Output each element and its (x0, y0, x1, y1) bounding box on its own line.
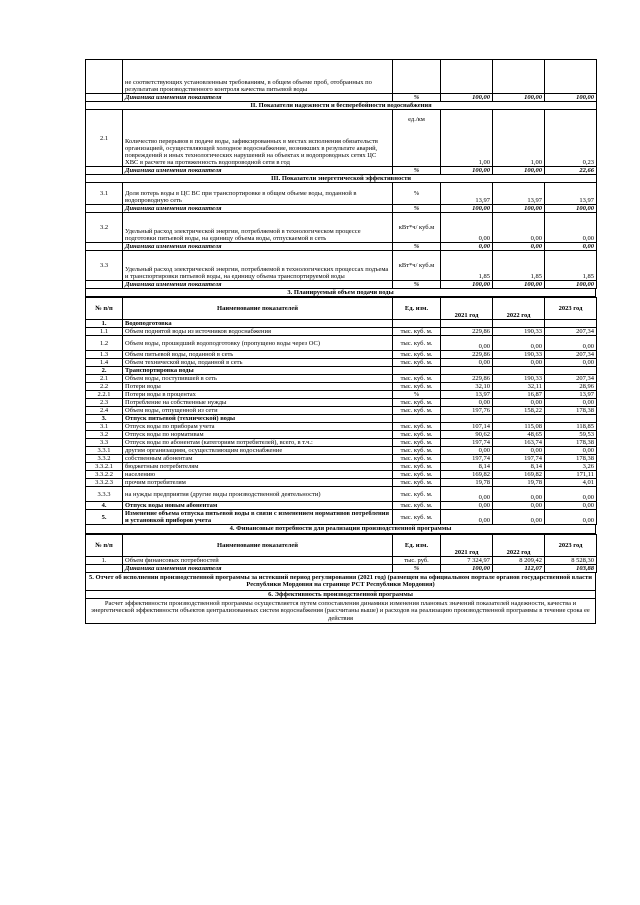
table-row: 1. Объем финансовых потребностей тыс. руб. 7 324,97 8 209,42 8 528,30 (86, 556, 597, 564)
cell-v1: 197,74 (441, 455, 493, 463)
cell-v2: 32,11 (493, 383, 545, 391)
dynamics-row: Динамика изменения показателя % 100,00 112,07 103,88 (86, 564, 597, 572)
cell-v2: 48,65 (493, 431, 545, 439)
cell-v2: 8,14 (493, 463, 545, 471)
cell-num: 1. (86, 320, 123, 328)
section-title: 3. Планируемый объем подачи воды (85, 289, 596, 297)
cell-v1: 8,14 (441, 463, 493, 471)
document-page (85, 59, 596, 624)
cell-v1: 0,00 (441, 399, 493, 407)
cell-name: Транспортировка воды (123, 367, 393, 375)
cell-v2: 115,08 (493, 423, 545, 431)
cell-name: Отпуск воды новым абонентам (123, 502, 393, 510)
cell-v1: 229,86 (441, 351, 493, 359)
cell-v3: 207,34 (545, 375, 597, 383)
table-row (86, 431, 597, 439)
cell-name: Объем технической воды, поданной в сеть (123, 359, 393, 367)
group-row (86, 320, 597, 328)
cell-v2: 190,33 (493, 351, 545, 359)
cell-name: Объем питьевой воды, поданной в сеть (123, 351, 393, 359)
cell-name: Объем поднятой воды из источников водоснабжения (123, 328, 393, 336)
cell-v3: 178,38 (545, 407, 597, 415)
cell-name: Изменение объема отпуска питьевой воды в связи с изменением нормативов потребления и установкой приборов учета (123, 510, 393, 525)
cell-v3: 59,53 (545, 431, 597, 439)
cell-unit: тыс. куб. м. (393, 423, 441, 431)
cell-v3 (545, 367, 597, 375)
cell-unit: тыс. куб. м. (393, 487, 441, 502)
cell-name: Потери воды в процентах (123, 391, 393, 399)
cell-num: 3.3.2 (86, 455, 123, 463)
cell-v3: 0,00 (545, 447, 597, 455)
table-row (86, 391, 597, 399)
cell-v1: 13,97 (441, 391, 493, 399)
cell-unit: тыс. куб. м. (393, 471, 441, 479)
group-row (86, 502, 597, 510)
cell-num: 2.2.1 (86, 391, 123, 399)
cell-v3: 0,00 (545, 487, 597, 502)
cell-v3: 28,96 (545, 383, 597, 391)
indicator-row: 3.2 Удельный расход электрической энергии, потребляемой в технологическом процессе подготовки питьевой воды, на единицу объема воды, отпускаемой в сеть кВт*ч/ куб.м 0,00 0,00 0,00 (86, 213, 597, 243)
cell-num: 1.4 (86, 359, 123, 367)
cell-v3: 13,97 (545, 391, 597, 399)
cell-v1: 0,00 (441, 447, 493, 455)
section-title: 4. Финансовые потребности для реализации производственной программы (85, 525, 596, 533)
cell-name: на нужды предприятия (другие виды производственной деятельности) (123, 487, 393, 502)
table-row (86, 407, 597, 415)
dynamics-row: Динамика изменения показателя % 100,00 100,00 22,66 (86, 167, 597, 175)
table-row (86, 383, 597, 391)
cell-v1: 197,76 (441, 407, 493, 415)
cell-num: 3.3.2.2 (86, 471, 123, 479)
cell-unit: тыс. куб. м. (393, 510, 441, 525)
cell-v1 (441, 367, 493, 375)
cell-unit: тыс. куб. м. (393, 455, 441, 463)
cell-v1: 90,62 (441, 431, 493, 439)
table-row (86, 375, 597, 383)
cell-v2: 16,87 (493, 391, 545, 399)
table-row (86, 336, 597, 351)
cell-unit (393, 415, 441, 423)
cell-num: 3.2 (86, 431, 123, 439)
cell-name: Водоподготовка (123, 320, 393, 328)
cell-unit: тыс. куб. м. (393, 375, 441, 383)
cell-unit: тыс. куб. м. (393, 431, 441, 439)
cell-unit: тыс. куб. м. (393, 359, 441, 367)
cell-v1: 107,14 (441, 423, 493, 431)
cell-name: Потребление на собственные нужды (123, 399, 393, 407)
cell-num: 1.2 (86, 336, 123, 351)
cell-num: 4. (86, 502, 123, 510)
section-heading: II. Показатели надежности и бесперебойности водоснабжения (86, 102, 597, 110)
cell-v3 (545, 415, 597, 423)
cell-v2: 0,00 (493, 399, 545, 407)
cell-unit: тыс. куб. м. (393, 351, 441, 359)
cell-name: собственным абонентам (123, 455, 393, 463)
cell-num: 3.3.2.3 (86, 479, 123, 487)
cell-v3: 207,34 (545, 351, 597, 359)
cell-v2: 158,22 (493, 407, 545, 415)
cell-v3: 171,11 (545, 471, 597, 479)
cell-v1: 229,86 (441, 328, 493, 336)
cell-name: Потери воды (123, 383, 393, 391)
cell-v3: 207,34 (545, 328, 597, 336)
cell-name: Объем воды, отпущенной из сети (123, 407, 393, 415)
cell-v3: 178,38 (545, 455, 597, 463)
cell-v3 (545, 320, 597, 328)
cell-num: 3.3.2.1 (86, 463, 123, 471)
cell-num: 1.3 (86, 351, 123, 359)
table-row (86, 471, 597, 479)
cell-num: 3.3 (86, 439, 123, 447)
cell-name: Отпуск питьевой (технической) воды (123, 415, 393, 423)
cell-v2: 0,00 (493, 447, 545, 455)
cell-v1: 229,86 (441, 375, 493, 383)
cell-v1: 169,82 (441, 471, 493, 479)
cell-unit: тыс. куб. м. (393, 502, 441, 510)
cell-v3: 0,00 (545, 336, 597, 351)
cell-v3: 4,01 (545, 479, 597, 487)
cell-v1: 0,00 (441, 336, 493, 351)
cell-v2: 0,00 (493, 336, 545, 351)
cell-name: Отпуск воды по приборам учета (123, 423, 393, 431)
cell-v1: 32,10 (441, 383, 493, 391)
cell-v2: 190,33 (493, 328, 545, 336)
cell-num: 1.1 (86, 328, 123, 336)
cell-v2: 0,00 (493, 502, 545, 510)
cell-v2 (493, 415, 545, 423)
cell-num: 3.3.3 (86, 487, 123, 502)
indicator-row: 2.1 Количество перерывов в подаче воды, зафиксированных в местах исполнения обязательств организацией, осуществляющей холодное водоснабжение, возникших в результате аварий, повреждений и иных технологических нарушений на объектах и водопроводных сетях ЦС ХВС в расчете на протяженность водопроводной сети в год ед./км 1,00 1,00 0,23 (86, 110, 597, 167)
cell-name: бюджетным потребителям (123, 463, 393, 471)
cell-v1 (441, 415, 493, 423)
indicator-row (86, 60, 597, 94)
cell-v2: 197,74 (493, 455, 545, 463)
cell-v3: 0,00 (545, 510, 597, 525)
group-row (86, 415, 597, 423)
report-title: 5. Отчет об исполнении производственной программы за истекший период регулирования (2021 год) (размещен на официальном портале органов государственной власти Республики Мордовия на странице РСТ Республики Мордовия) (85, 573, 596, 591)
cell-unit (393, 367, 441, 375)
table-row (86, 447, 597, 455)
cell-v2: 169,82 (493, 471, 545, 479)
cell-name: населению (123, 471, 393, 479)
indicator-row: 3.1 Доля потерь воды в ЦС ВС при транспортировке в общем объеме воды, поданной в водопроводную сеть % 13,97 13,97 13,97 (86, 183, 597, 205)
cell-v3: 118,85 (545, 423, 597, 431)
cell-num: 2.4 (86, 407, 123, 415)
cell-v2: 163,74 (493, 439, 545, 447)
cell-unit: тыс. куб. м. (393, 479, 441, 487)
cell-v2: 19,78 (493, 479, 545, 487)
cell-num: 2.3 (86, 399, 123, 407)
cell-unit: тыс. куб. м. (393, 328, 441, 336)
table-header-row: № п/п Наименование показателей Ед. изм. 2021 год 2022 год 2023 год (86, 298, 597, 320)
table-row (86, 439, 597, 447)
cell-v1: 0,00 (441, 502, 493, 510)
cell-v1 (441, 320, 493, 328)
cell-v1: 197,74 (441, 439, 493, 447)
cell-unit: тыс. куб. м. (393, 336, 441, 351)
cell-v1: 0,00 (441, 359, 493, 367)
cell-v2 (493, 367, 545, 375)
cell-unit: тыс. куб. м. (393, 399, 441, 407)
dynamics-row: Динамика изменения показателя % 0,00 0,00 0,00 (86, 243, 597, 251)
cell-num: 3.3.1 (86, 447, 123, 455)
cell-unit: тыс. куб. м. (393, 439, 441, 447)
cell-v3: 178,38 (545, 439, 597, 447)
cell-name: Отпуск воды по нормативам (123, 431, 393, 439)
cell-v3: 0,00 (545, 359, 597, 367)
cell-num: 2.2 (86, 383, 123, 391)
cell-v3: 0,00 (545, 502, 597, 510)
cell-v1: 0,00 (441, 487, 493, 502)
cell-name: Объем воды, прошедший водоподготовку (пропущено воды через ОС) (123, 336, 393, 351)
cell-unit: тыс. куб. м. (393, 463, 441, 471)
cell-num: 3. (86, 415, 123, 423)
cell-name: другим организациям, осуществляющим водоснабжение (123, 447, 393, 455)
table-row (86, 487, 597, 502)
table-row (86, 463, 597, 471)
table-header-row: № п/п Наименование показателей Ед. изм. 2021 год 2022 год 2023 год (86, 534, 597, 556)
cell-num: 3.1 (86, 423, 123, 431)
table-row (86, 351, 597, 359)
indicators-table (85, 59, 597, 289)
cell-num: 2. (86, 367, 123, 375)
efficiency-text: Расчет эффективности производственной программы осуществляется путем сопоставления динамики изменения плановых значений показателей надежности, качества и энергетической эффективности объектов централизованных систем водоснабжения (рассчитаны выше) и расходов на реализацию производственной программы в течение срока ее действия (85, 599, 596, 624)
cell-num: 2.1 (86, 375, 123, 383)
cell-v2 (493, 320, 545, 328)
cell-unit (393, 320, 441, 328)
dynamics-row: Динамика изменения показателя % 100,00 100,00 100,00 (86, 281, 597, 289)
section-heading: III. Показатели энергетической эффективности (86, 175, 597, 183)
cell-unit: тыс. куб. м. (393, 447, 441, 455)
cell-v1: 0,00 (441, 510, 493, 525)
table-row (86, 455, 597, 463)
dynamics-row: Динамика изменения показателя % 100,00 100,00 100,00 (86, 205, 597, 213)
cell-num: 5. (86, 510, 123, 525)
cell-v2: 0,00 (493, 510, 545, 525)
group-row (86, 367, 597, 375)
cell-name: прочим потребителям (123, 479, 393, 487)
table-row (86, 423, 597, 431)
cell-unit: тыс. куб. м. (393, 407, 441, 415)
indicator-row: 3.3 Удельный расход электрической энергии, потребляемой в технологических процессах подъема и транспортировки питьевой воды, на единицу объема транспортируемой воды кВт*ч/ куб.м 1,85 1,85 1,85 (86, 251, 597, 281)
cell-unit: тыс. куб. м. (393, 383, 441, 391)
cell-v2: 190,33 (493, 375, 545, 383)
volume-table (85, 297, 597, 525)
cell-unit: % (393, 391, 441, 399)
cell-v2: 0,00 (493, 487, 545, 502)
table-row (86, 328, 597, 336)
dynamics-row: Динамика изменения показателя % 100,00 100,00 100,00 (86, 94, 597, 102)
cell-v1: 19,78 (441, 479, 493, 487)
table-row (86, 479, 597, 487)
table-row (86, 359, 597, 367)
indicator-description: не соответствующих установленным требованиям, в общем объеме проб, отобранных по результатам производственного контроля качества питьевой воды (123, 60, 393, 94)
cell-v3: 0,00 (545, 399, 597, 407)
table-row (86, 399, 597, 407)
efficiency-title: 6. Эффективность производственной программы (85, 591, 596, 599)
cell-v3: 3,26 (545, 463, 597, 471)
cell-name: Отпуск воды по абонентам (категориям потребителей), всего, в т.ч.: (123, 439, 393, 447)
cell-name: Объем воды, поступившей в сеть (123, 375, 393, 383)
finance-table (85, 534, 597, 573)
cell-v2: 0,00 (493, 359, 545, 367)
group-row (86, 510, 597, 525)
